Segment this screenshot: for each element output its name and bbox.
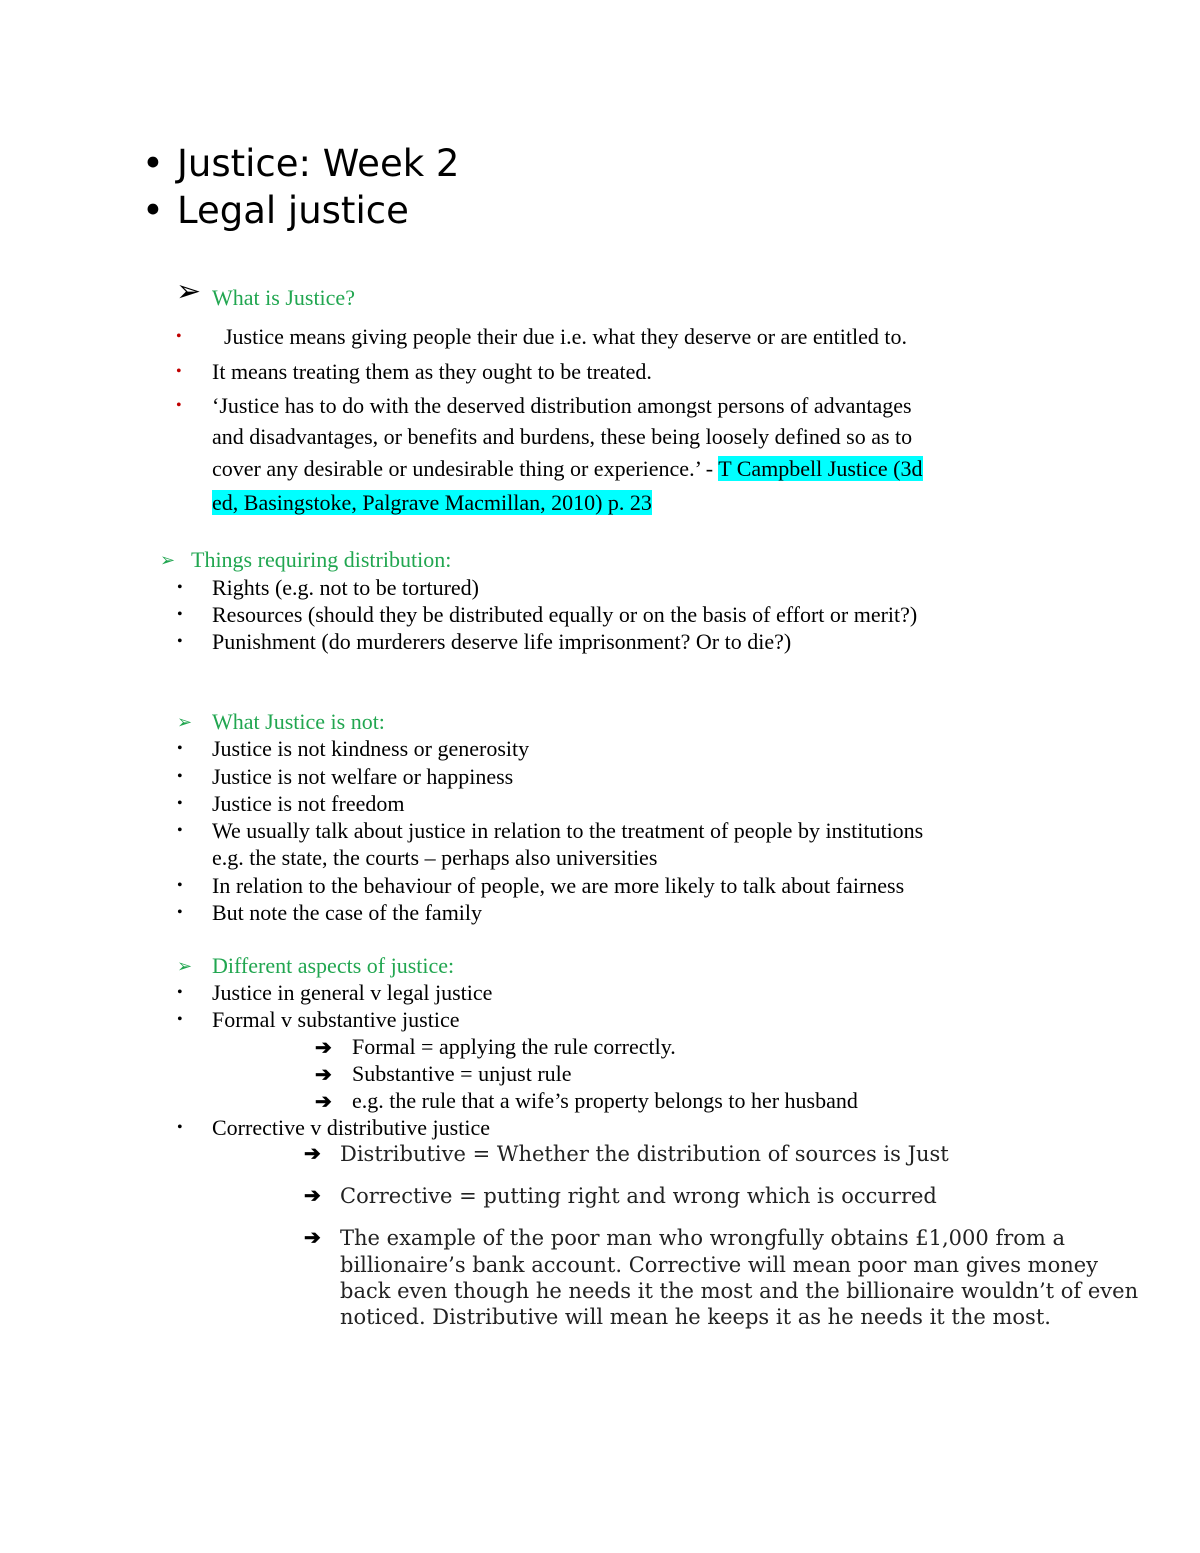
sub-list-item: Substantive = unjust rule bbox=[352, 1061, 572, 1086]
example-line: back even though he needs it the most and the billionaire wouldn’t of even bbox=[340, 1279, 1139, 1303]
list-item: Justice means giving people their due i.e. what they deserve or are entitled to. bbox=[224, 324, 907, 349]
example-line: billionaire’s bank account. Corrective will mean poor man gives money bbox=[340, 1253, 1099, 1277]
right-arrow-icon: ➔ bbox=[304, 1227, 321, 1249]
bullet-dot: • bbox=[177, 740, 183, 757]
list-item: Rights (e.g. not to be tortured) bbox=[212, 575, 480, 600]
title-text-1: Justice: Week 2 bbox=[177, 142, 460, 185]
heading-text: What is Justice? bbox=[212, 285, 355, 310]
sub-list-item: Distributive = Whether the distribution of sources is Just bbox=[340, 1142, 949, 1166]
right-arrow-icon: ➔ bbox=[315, 1037, 332, 1059]
citation-highlight: ed, Basingstoke, Palgrave Macmillan, 2010) p. 23 bbox=[212, 490, 652, 515]
right-arrow-icon: ➔ bbox=[304, 1185, 321, 1207]
sub-list-item: Formal = applying the rule correctly. bbox=[352, 1034, 676, 1059]
bullet-dot: • bbox=[177, 1119, 183, 1136]
quote-line-with-citation bbox=[212, 455, 923, 483]
bullet-dot: • bbox=[177, 579, 183, 596]
bullet-dot: • bbox=[176, 363, 182, 380]
bullet-dot: • bbox=[142, 142, 164, 185]
right-arrow-icon: ➔ bbox=[304, 1143, 321, 1165]
bullet-dot: • bbox=[177, 984, 183, 1001]
arrowhead-bullet-icon: ➢ bbox=[177, 956, 193, 976]
title-text-2: Legal justice bbox=[177, 189, 409, 232]
heading-text: What Justice is not: bbox=[212, 709, 385, 734]
quote-line: ‘Justice has to do with the deserved distribution amongst persons of advantages bbox=[212, 393, 912, 418]
bullet-dot: • bbox=[177, 606, 183, 623]
list-item: Formal v substantive justice bbox=[212, 1007, 460, 1032]
list-item: It means treating them as they ought to be treated. bbox=[212, 359, 652, 384]
bullet-dot: • bbox=[177, 633, 183, 650]
list-item: In relation to the behaviour of people, we are more likely to talk about fairness bbox=[212, 873, 905, 898]
bullet-dot: • bbox=[176, 328, 182, 345]
bullet-dot: • bbox=[177, 768, 183, 785]
arrowhead-bullet-icon: ➢ bbox=[177, 712, 193, 732]
right-arrow-icon: ➔ bbox=[315, 1064, 332, 1086]
bullet-dot: • bbox=[177, 795, 183, 812]
heading-text: Different aspects of justice: bbox=[212, 953, 455, 978]
example-line: noticed. Distributive will mean he keeps it as he needs it the most. bbox=[340, 1305, 1051, 1329]
sub-list-item: e.g. the rule that a wife’s property belongs to her husband bbox=[352, 1088, 858, 1113]
list-item: But note the case of the family bbox=[212, 900, 483, 925]
list-item: Resources (should they be distributed equally or on the basis of effort or merit?) bbox=[212, 602, 918, 627]
list-item: Justice is not welfare or happiness bbox=[212, 764, 514, 789]
bullet-dot: • bbox=[177, 904, 183, 921]
sub-list-item: Corrective = putting right and wrong which is occurred bbox=[340, 1184, 937, 1208]
citation-line bbox=[212, 489, 652, 517]
quote-line: cover any desirable or undesirable thing or experience.’ - bbox=[212, 456, 719, 481]
bullet-dot: • bbox=[176, 397, 182, 414]
list-item: Justice in general v legal justice bbox=[212, 980, 493, 1005]
list-item: We usually talk about justice in relation to the treatment of people by institutions bbox=[212, 818, 924, 843]
list-item: Punishment (do murderers deserve life imprisonment? Or to die?) bbox=[212, 629, 792, 654]
bullet-dot: • bbox=[177, 1011, 183, 1028]
list-item: Corrective v distributive justice bbox=[212, 1115, 490, 1140]
arrowhead-bullet-icon: ➢ bbox=[160, 550, 176, 570]
bullet-dot: • bbox=[177, 822, 183, 839]
quote-line: and disadvantages, or benefits and burdens, these being loosely defined so as to bbox=[212, 424, 913, 449]
list-item-continuation: e.g. the state, the courts – perhaps also universities bbox=[212, 845, 658, 870]
arrowhead-bullet-icon: ➢ bbox=[176, 275, 202, 308]
bullet-dot: • bbox=[142, 189, 164, 232]
citation-highlight: T Campbell Justice (3d bbox=[718, 456, 923, 481]
heading-text: Things requiring distribution: bbox=[191, 547, 452, 572]
example-line: The example of the poor man who wrongfully obtains £1,000 from a bbox=[340, 1226, 1066, 1250]
bullet-dot: • bbox=[177, 877, 183, 894]
list-item: Justice is not kindness or generosity bbox=[212, 736, 530, 761]
list-item: Justice is not freedom bbox=[212, 791, 405, 816]
right-arrow-icon: ➔ bbox=[315, 1091, 332, 1113]
